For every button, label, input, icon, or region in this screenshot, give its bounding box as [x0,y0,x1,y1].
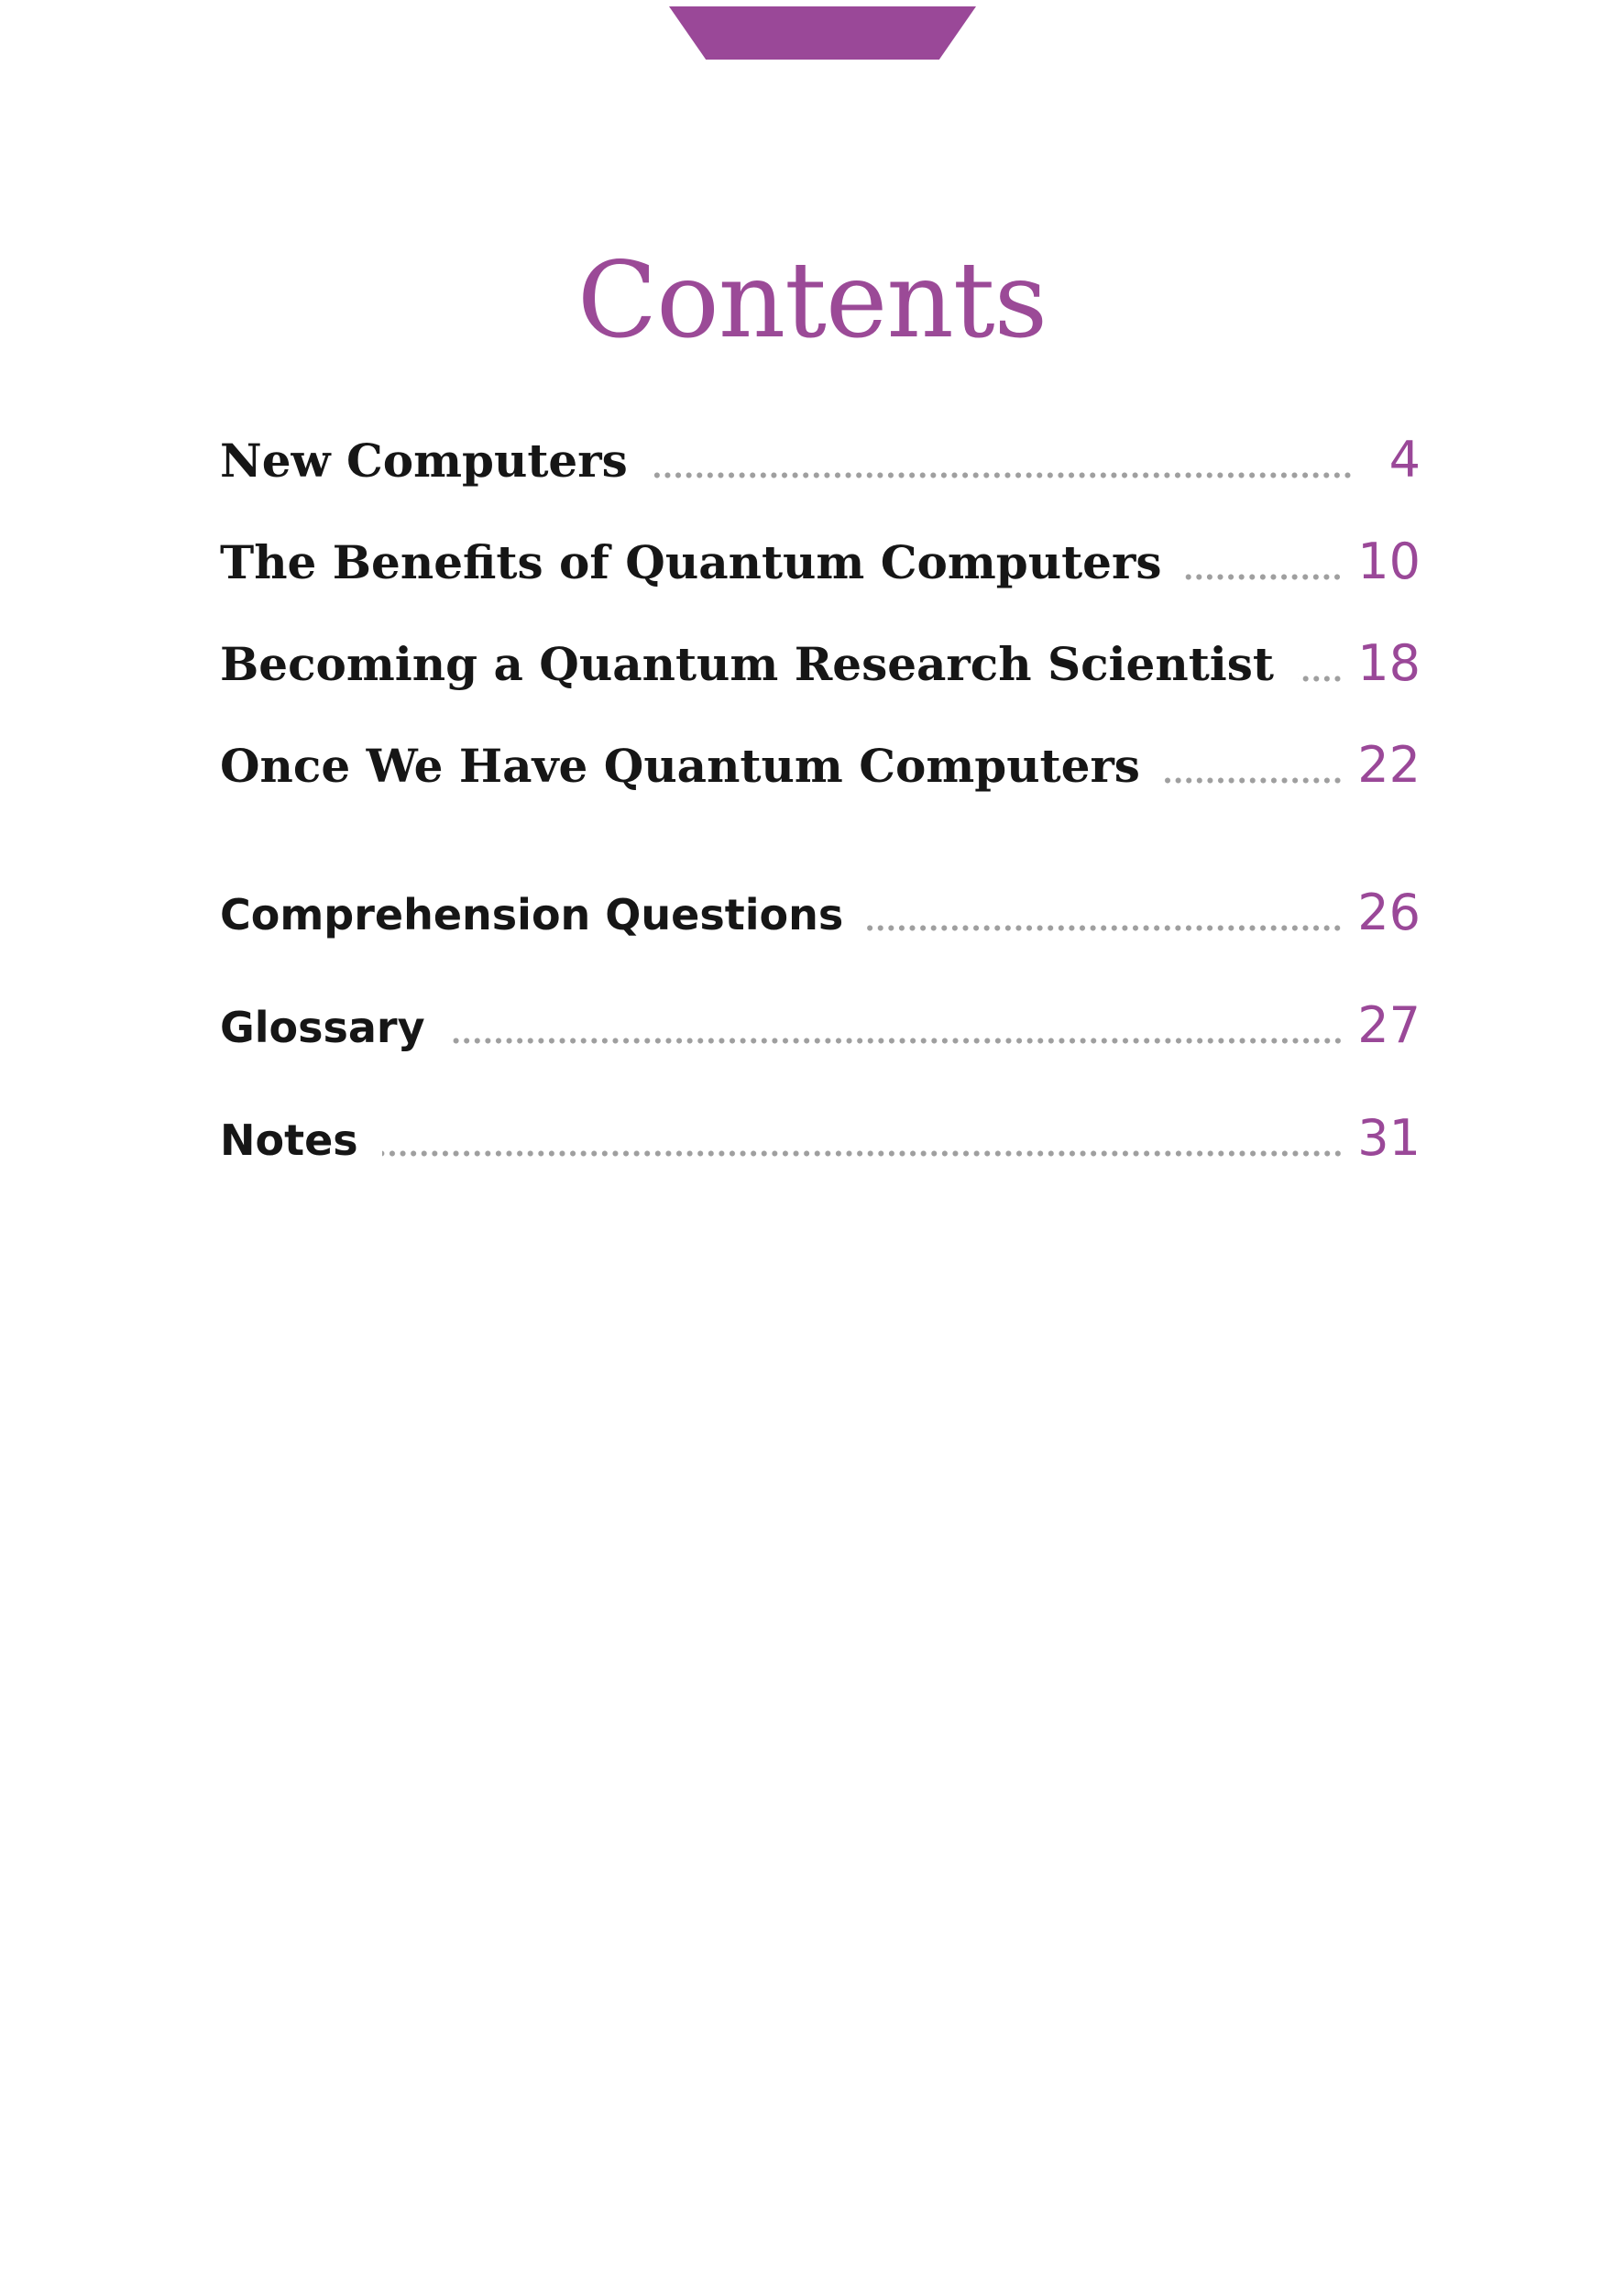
dot-leader [1164,777,1343,784]
toc-entry-label: New Computers [220,434,628,488]
toc-entry-comprehension-questions[interactable] [220,884,1421,957]
toc-entry-new-computers[interactable] [220,431,1421,504]
header-tab-decoration [669,6,976,60]
toc-entry-label: Once We Have Quantum Computers [220,739,1140,793]
dot-leader [867,925,1343,931]
toc-entry-label: Comprehension Questions [220,890,844,939]
dot-leader [449,1038,1344,1044]
dot-leader [1298,676,1343,682]
dot-leader [382,1150,1344,1157]
toc-entry-glossary[interactable] [220,996,1421,1070]
toc-page-number: 31 [1357,1109,1421,1167]
toc-entry-benefits[interactable] [220,533,1421,606]
toc-entry-becoming-scientist[interactable] [220,634,1421,708]
page-title: Contents [576,239,1048,361]
toc-page-number: 4 [1388,431,1421,489]
toc-page-number: 10 [1357,533,1421,590]
toc-page-number: 22 [1357,736,1421,794]
toc-entry-label: Becoming a Quantum Research Scientist [220,637,1275,691]
toc-page-number: 26 [1357,884,1421,941]
toc-entry-once-we-have[interactable] [220,736,1421,809]
toc-entry-label: Glossary [220,1003,425,1052]
dot-leader [652,472,1353,478]
toc-page-number: 27 [1357,996,1421,1054]
toc-entry-label: The Benefits of Quantum Computers [220,535,1162,589]
toc-page-number: 18 [1357,634,1421,692]
toc-entry-notes[interactable] [220,1109,1421,1182]
toc-entry-label: Notes [220,1115,358,1165]
dot-leader [1185,574,1343,580]
